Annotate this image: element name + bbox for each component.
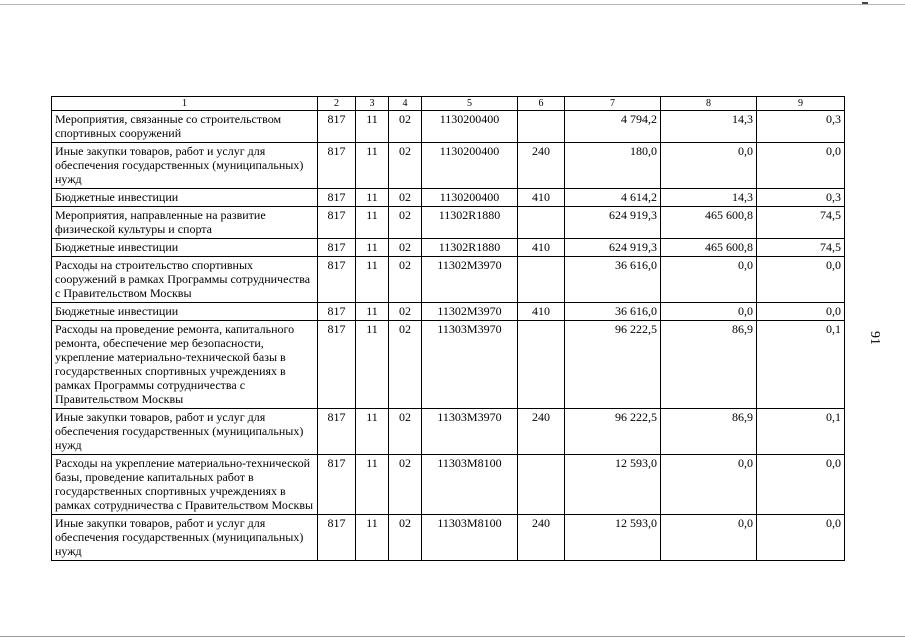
header-cell-3: 3 [356,97,389,111]
cell-amount-plan: 12 593,0 [565,515,661,561]
cell-amount-plan: 624 919,3 [565,239,661,257]
cell-item-name: Иные закупки товаров, работ и услуг для обеспечения государственных (муниципальных) нужд [52,409,318,455]
cell-item-name: Бюджетные инвестиции [52,189,318,207]
cell-code-section: 11 [356,455,389,515]
cell-amount-actual: 86,9 [661,409,757,455]
table-row [52,239,845,257]
cell-code-admin: 817 [318,111,356,143]
cell-code-subsection: 02 [389,257,422,303]
table-row [52,321,845,409]
header-row [52,97,845,111]
cell-code-admin: 817 [318,239,356,257]
cell-code-target: 1130200400 [422,189,518,207]
cell-code-subsection: 02 [389,207,422,239]
cell-code-expense-type [518,207,565,239]
cell-code-section: 11 [356,409,389,455]
cell-amount-percent: 0,3 [757,189,845,207]
cell-code-section: 11 [356,111,389,143]
cell-code-target: 1130200400 [422,111,518,143]
cell-code-target: 11302M3970 [422,257,518,303]
header-cell-6: 6 [518,97,565,111]
table-row [52,257,845,303]
cell-amount-actual: 0,0 [661,143,757,189]
cell-amount-percent: 0,3 [757,111,845,143]
header-cell-1: 1 [52,97,318,111]
cell-amount-percent: 0,0 [757,455,845,515]
table-row [52,207,845,239]
scan-speck [862,2,868,4]
cell-amount-actual: 14,3 [661,189,757,207]
cell-amount-actual: 14,3 [661,111,757,143]
cell-amount-actual: 0,0 [661,515,757,561]
cell-amount-plan: 4 794,2 [565,111,661,143]
cell-item-name: Бюджетные инвестиции [52,239,318,257]
cell-code-subsection: 02 [389,321,422,409]
cell-amount-plan: 12 593,0 [565,455,661,515]
header-cell-2: 2 [318,97,356,111]
header-cell-7: 7 [565,97,661,111]
cell-code-subsection: 02 [389,111,422,143]
cell-item-name: Мероприятия, направленные на развитие физической культуры и спорта [52,207,318,239]
table-row [52,111,845,143]
cell-code-admin: 817 [318,409,356,455]
cell-code-admin: 817 [318,515,356,561]
cell-code-expense-type [518,111,565,143]
cell-code-expense-type: 410 [518,189,565,207]
cell-code-admin: 817 [318,207,356,239]
cell-amount-plan: 96 222,5 [565,321,661,409]
budget-table [51,96,845,561]
cell-code-target: 11302M3970 [422,303,518,321]
table-row [52,303,845,321]
cell-amount-percent: 0,0 [757,257,845,303]
cell-code-expense-type [518,455,565,515]
cell-code-subsection: 02 [389,455,422,515]
cell-amount-plan: 96 222,5 [565,409,661,455]
header-cell-4: 4 [389,97,422,111]
cell-amount-plan: 36 616,0 [565,303,661,321]
cell-amount-actual: 0,0 [661,455,757,515]
cell-amount-plan: 36 616,0 [565,257,661,303]
cell-code-expense-type: 240 [518,409,565,455]
page-number: 91 [867,331,882,345]
cell-code-subsection: 02 [389,409,422,455]
cell-code-expense-type: 410 [518,303,565,321]
cell-code-target: 11303M8100 [422,455,518,515]
cell-code-admin: 817 [318,143,356,189]
cell-code-admin: 817 [318,455,356,515]
cell-amount-percent: 0,0 [757,143,845,189]
cell-item-name: Мероприятия, связанные со строительством спортивных сооружений [52,111,318,143]
cell-code-expense-type [518,321,565,409]
cell-code-expense-type: 240 [518,143,565,189]
cell-item-name: Бюджетные инвестиции [52,303,318,321]
cell-item-name: Иные закупки товаров, работ и услуг для обеспечения государственных (муниципальных) нужд [52,515,318,561]
table-body [52,97,845,561]
cell-code-subsection: 02 [389,189,422,207]
header-cell-5: 5 [422,97,518,111]
cell-amount-percent: 0,0 [757,515,845,561]
cell-code-admin: 817 [318,303,356,321]
cell-code-section: 11 [356,189,389,207]
cell-code-subsection: 02 [389,303,422,321]
table-row [52,455,845,515]
cell-code-section: 11 [356,143,389,189]
cell-amount-plan: 4 614,2 [565,189,661,207]
cell-amount-plan: 624 919,3 [565,207,661,239]
cell-amount-plan: 180,0 [565,143,661,189]
cell-amount-actual: 465 600,8 [661,239,757,257]
cell-code-subsection: 02 [389,143,422,189]
cell-amount-actual: 86,9 [661,321,757,409]
cell-code-target: 11303M3970 [422,409,518,455]
cell-code-expense-type: 240 [518,515,565,561]
cell-amount-actual: 465 600,8 [661,207,757,239]
table-row [52,409,845,455]
cell-code-admin: 817 [318,257,356,303]
table-row [52,189,845,207]
cell-code-target: 11303M8100 [422,515,518,561]
cell-code-target: 1130200400 [422,143,518,189]
table-row [52,143,845,189]
cell-code-section: 11 [356,257,389,303]
cell-code-section: 11 [356,303,389,321]
cell-item-name: Иные закупки товаров, работ и услуг для обеспечения государственных (муниципальных) нужд [52,143,318,189]
cell-code-expense-type [518,257,565,303]
cell-item-name: Расходы на строительство спортивных сооружений в рамках Программы сотрудничества с Правительством Москвы [52,257,318,303]
cell-item-name: Расходы на проведение ремонта, капитального ремонта, обеспечение мер безопасности, укрепление материально-технической базы в государственных спортивных учреждениях в рамках Программы сотрудничества с Правительством Москвы [52,321,318,409]
cell-amount-actual: 0,0 [661,303,757,321]
cell-amount-percent: 74,5 [757,239,845,257]
scan-edge-bottom [0,636,905,637]
cell-amount-percent: 74,5 [757,207,845,239]
cell-code-section: 11 [356,321,389,409]
cell-code-subsection: 02 [389,239,422,257]
scan-edge-top [0,4,905,5]
cell-amount-percent: 0,1 [757,321,845,409]
cell-amount-actual: 0,0 [661,257,757,303]
cell-code-section: 11 [356,207,389,239]
cell-code-admin: 817 [318,189,356,207]
cell-code-section: 11 [356,239,389,257]
cell-code-subsection: 02 [389,515,422,561]
table-row [52,515,845,561]
cell-code-target: 11302R1880 [422,207,518,239]
cell-code-target: 11302R1880 [422,239,518,257]
cell-code-target: 11303M3970 [422,321,518,409]
cell-code-expense-type: 410 [518,239,565,257]
header-cell-9: 9 [757,97,845,111]
cell-code-admin: 817 [318,321,356,409]
cell-code-section: 11 [356,515,389,561]
cell-amount-percent: 0,0 [757,303,845,321]
cell-amount-percent: 0,1 [757,409,845,455]
header-cell-8: 8 [661,97,757,111]
cell-item-name: Расходы на укрепление материально-технической базы, проведение капитальных работ в государственных спортивных учреждениях в рамках сотрудничества с Правительством Москвы [52,455,318,515]
